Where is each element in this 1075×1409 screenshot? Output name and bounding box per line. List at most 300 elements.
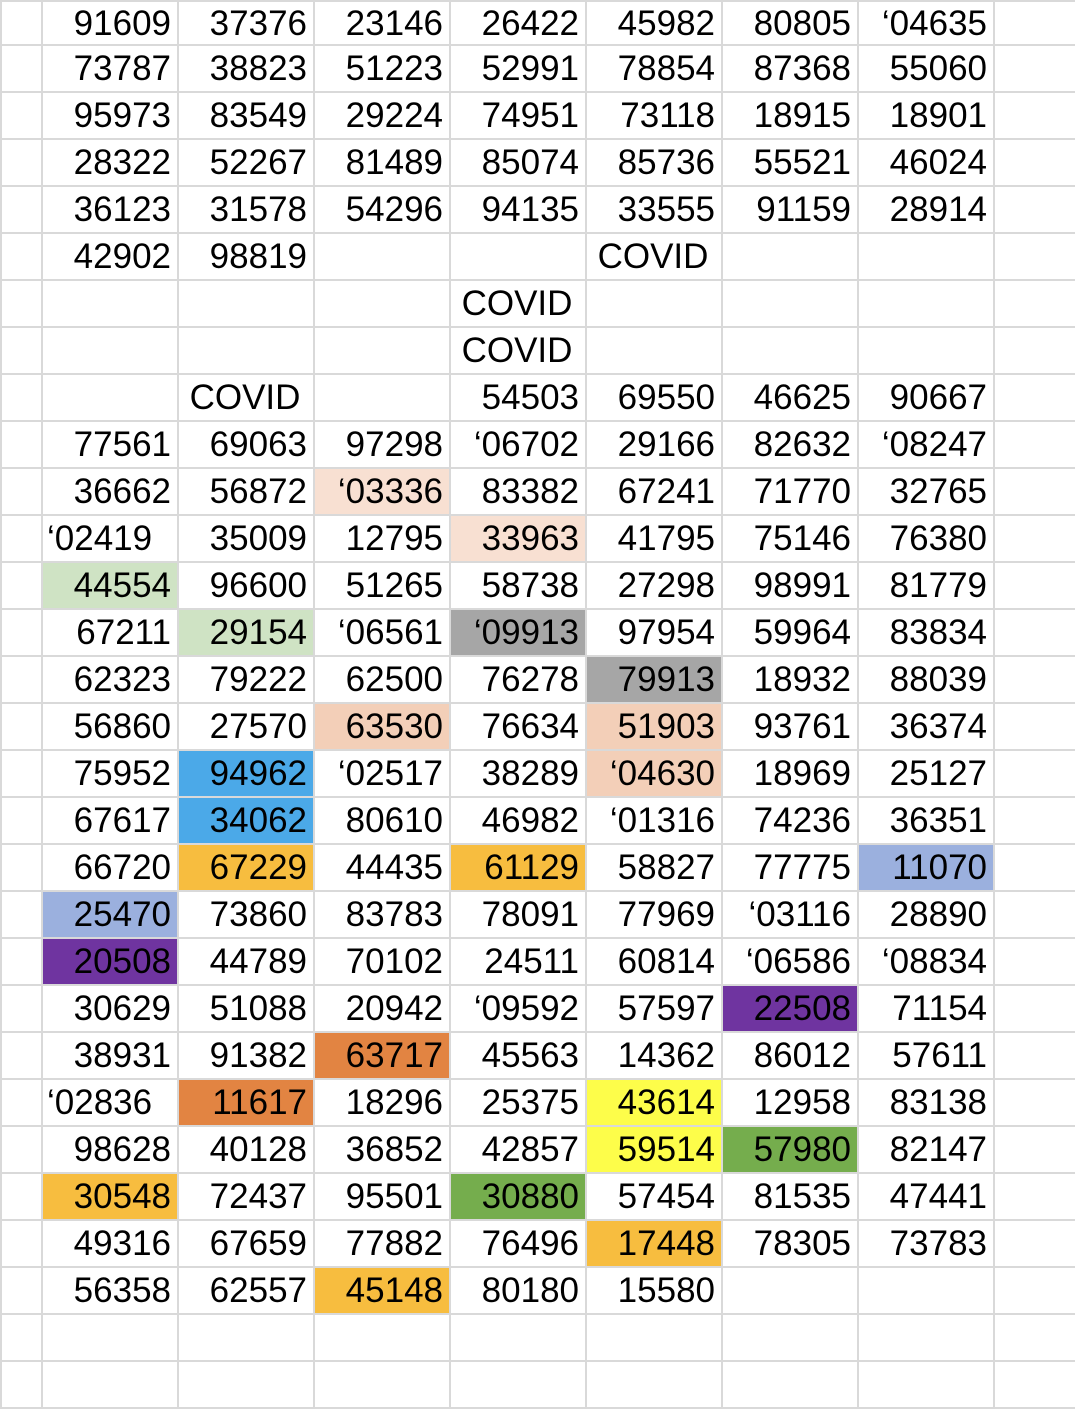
table-row	[1, 421, 1075, 468]
blank-leading-cell[interactable]	[1, 938, 42, 985]
blank-trailing-cell[interactable]	[994, 797, 1075, 844]
table-cell[interactable]: 76380	[858, 515, 994, 562]
blank-trailing-cell[interactable]	[994, 891, 1075, 938]
table-cell[interactable]: 22508	[722, 985, 858, 1032]
blank-trailing-cell[interactable]	[994, 421, 1075, 468]
table-cell[interactable]: 18296	[314, 1079, 450, 1126]
table-cell[interactable]: 85074	[450, 139, 586, 186]
table-row	[1, 1032, 1075, 1079]
table-cell[interactable]	[314, 280, 450, 327]
table-cell[interactable]: 32765	[858, 468, 994, 515]
table-cell[interactable]: 95973	[42, 92, 178, 139]
table-cell[interactable]: 20508	[42, 938, 178, 985]
table-cell[interactable]: 82147	[858, 1126, 994, 1173]
table-cell[interactable]: ‘09592	[450, 985, 586, 1032]
table-cell[interactable]: 57597	[586, 985, 722, 1032]
table-cell[interactable]: 36123	[42, 186, 178, 233]
table-cell[interactable]: 24511	[450, 938, 586, 985]
table-cell[interactable]: 93761	[722, 703, 858, 750]
table-cell[interactable]: 94962	[178, 750, 314, 797]
table-cell[interactable]: 28914	[858, 186, 994, 233]
table-cell[interactable]: 38931	[42, 1032, 178, 1079]
table-row	[1, 656, 1075, 703]
blank-trailing-cell[interactable]	[994, 703, 1075, 750]
table-cell[interactable]: 30629	[42, 985, 178, 1032]
table-cell[interactable]: 54503	[450, 374, 586, 421]
table-cell[interactable]: 47441	[858, 1173, 994, 1220]
table-row	[1, 985, 1075, 1032]
table-cell[interactable]: 69063	[178, 421, 314, 468]
table-cell[interactable]: 40128	[178, 1126, 314, 1173]
table-cell[interactable]: 77775	[722, 844, 858, 891]
table-cell[interactable]: 81489	[314, 139, 450, 186]
table-cell[interactable]: 49316	[42, 1220, 178, 1267]
table-cell[interactable]	[722, 1361, 858, 1408]
table-cell[interactable]: 83382	[450, 468, 586, 515]
table-cell[interactable]: 77561	[42, 421, 178, 468]
table-cell[interactable]: 78305	[722, 1220, 858, 1267]
table-cell[interactable]: 96600	[178, 562, 314, 609]
table-row	[1, 468, 1075, 515]
table-cell[interactable]: ‘03336	[314, 468, 450, 515]
table-cell[interactable]: ‘06586	[722, 938, 858, 985]
blank-leading-cell[interactable]	[1, 374, 42, 421]
table-cell[interactable]: 66720	[42, 844, 178, 891]
blank-trailing-cell[interactable]	[994, 985, 1075, 1032]
table-cell[interactable]: 30548	[42, 1173, 178, 1220]
table-cell[interactable]: 51088	[178, 985, 314, 1032]
table-cell[interactable]	[722, 233, 858, 280]
blank-leading-cell[interactable]	[1, 139, 42, 186]
table-cell[interactable]	[42, 374, 178, 421]
table-cell[interactable]: 18901	[858, 92, 994, 139]
table-cell[interactable]: 98628	[42, 1126, 178, 1173]
table-cell[interactable]: 62557	[178, 1267, 314, 1314]
table-cell[interactable]	[722, 1314, 858, 1361]
table-cell[interactable]: 67211	[42, 609, 178, 656]
table-row	[1, 233, 1075, 280]
table-cell[interactable]: 91609	[42, 1, 178, 45]
table-row	[1, 1220, 1075, 1267]
table-cell[interactable]: 82632	[722, 421, 858, 468]
table-cell[interactable]	[586, 327, 722, 374]
table-row	[1, 562, 1075, 609]
table-cell[interactable]: 98819	[178, 233, 314, 280]
table-cell[interactable]	[314, 327, 450, 374]
blank-trailing-cell[interactable]	[994, 280, 1075, 327]
table-cell[interactable]: 76634	[450, 703, 586, 750]
blank-leading-cell[interactable]	[1, 1173, 42, 1220]
table-cell[interactable]: 38289	[450, 750, 586, 797]
table-cell[interactable]	[314, 233, 450, 280]
table-cell[interactable]: 62500	[314, 656, 450, 703]
table-cell[interactable]: 74951	[450, 92, 586, 139]
blank-trailing-cell[interactable]	[994, 515, 1075, 562]
table-cell[interactable]: 97298	[314, 421, 450, 468]
blank-leading-cell[interactable]	[1, 844, 42, 891]
blank-trailing-cell[interactable]	[994, 186, 1075, 233]
table-cell[interactable]	[314, 1314, 450, 1361]
table-cell[interactable]: 44789	[178, 938, 314, 985]
table-cell[interactable]: 52267	[178, 139, 314, 186]
blank-trailing-cell[interactable]	[994, 750, 1075, 797]
blank-trailing-cell[interactable]	[994, 92, 1075, 139]
table-cell[interactable]: 51223	[314, 45, 450, 92]
blank-trailing-cell[interactable]	[994, 1267, 1075, 1314]
table-cell[interactable]	[722, 1267, 858, 1314]
table-cell[interactable]: 67659	[178, 1220, 314, 1267]
table-cell[interactable]: 57611	[858, 1032, 994, 1079]
table-cell[interactable]: 36351	[858, 797, 994, 844]
blank-leading-cell[interactable]	[1, 1126, 42, 1173]
blank-trailing-cell[interactable]	[994, 1173, 1075, 1220]
table-cell[interactable]	[314, 1361, 450, 1408]
blank-leading-cell[interactable]	[1, 1267, 42, 1314]
blank-trailing-cell[interactable]	[994, 562, 1075, 609]
blank-leading-cell[interactable]	[1, 45, 42, 92]
table-cell[interactable]: 73783	[858, 1220, 994, 1267]
table-cell[interactable]: 59964	[722, 609, 858, 656]
table-cell[interactable]	[858, 327, 994, 374]
table-cell[interactable]	[858, 280, 994, 327]
table-cell[interactable]: 42857	[450, 1126, 586, 1173]
blank-trailing-cell[interactable]	[994, 45, 1075, 92]
table-cell[interactable]: 45148	[314, 1267, 450, 1314]
table-row	[1, 1079, 1075, 1126]
table-cell[interactable]: 73118	[586, 92, 722, 139]
table-cell[interactable]: 56358	[42, 1267, 178, 1314]
table-row	[1, 1, 1075, 45]
table-cell[interactable]	[178, 327, 314, 374]
table-row	[1, 186, 1075, 233]
table-cell[interactable]: 17448	[586, 1220, 722, 1267]
table-cell[interactable]: 80610	[314, 797, 450, 844]
blank-leading-cell[interactable]	[1, 327, 42, 374]
table-cell[interactable]: ‘01316	[586, 797, 722, 844]
table-cell[interactable]: 52991	[450, 45, 586, 92]
table-cell[interactable]: 76278	[450, 656, 586, 703]
table-cell[interactable]	[586, 1314, 722, 1361]
table-cell[interactable]: ‘06702	[450, 421, 586, 468]
table-cell[interactable]: 25470	[42, 891, 178, 938]
blank-leading-cell[interactable]	[1, 92, 42, 139]
table-row	[1, 609, 1075, 656]
table-row	[1, 374, 1075, 421]
table-cell[interactable]: 27298	[586, 562, 722, 609]
table-cell[interactable]: 46625	[722, 374, 858, 421]
table-cell[interactable]: 11617	[178, 1079, 314, 1126]
table-cell[interactable]: 29154	[178, 609, 314, 656]
table-cell[interactable]: 25127	[858, 750, 994, 797]
blank-trailing-cell[interactable]	[994, 139, 1075, 186]
table-cell[interactable]: ‘06561	[314, 609, 450, 656]
table-cell[interactable]: 74236	[722, 797, 858, 844]
table-cell[interactable]	[178, 1314, 314, 1361]
table-cell[interactable]: 75146	[722, 515, 858, 562]
table-cell[interactable]: 95501	[314, 1173, 450, 1220]
table-row	[1, 891, 1075, 938]
table-cell[interactable]: 12795	[314, 515, 450, 562]
table-cell[interactable]: 18932	[722, 656, 858, 703]
table-cell[interactable]	[858, 1314, 994, 1361]
blank-trailing-cell[interactable]	[994, 1126, 1075, 1173]
table-cell[interactable]	[450, 1314, 586, 1361]
table-cell[interactable]: 11070	[858, 844, 994, 891]
table-cell[interactable]	[42, 1361, 178, 1408]
blank-trailing-cell[interactable]	[994, 1079, 1075, 1126]
table-cell[interactable]	[42, 327, 178, 374]
table-cell[interactable]	[42, 1314, 178, 1361]
table-cell[interactable]: 57454	[586, 1173, 722, 1220]
table-cell[interactable]: COVID	[178, 374, 314, 421]
blank-leading-cell[interactable]	[1, 1314, 42, 1361]
table-cell[interactable]: 18915	[722, 92, 858, 139]
table-cell[interactable]: 62323	[42, 656, 178, 703]
table-cell[interactable]: 36374	[858, 703, 994, 750]
table-cell[interactable]: 15580	[586, 1267, 722, 1314]
table-cell[interactable]: ‘08834	[858, 938, 994, 985]
blank-leading-cell[interactable]	[1, 562, 42, 609]
table-cell[interactable]: 60814	[586, 938, 722, 985]
table-cell[interactable]: 83834	[858, 609, 994, 656]
table-cell[interactable]: 33555	[586, 186, 722, 233]
table-cell[interactable]: 80805	[722, 1, 858, 45]
table-cell[interactable]	[450, 233, 586, 280]
table-cell[interactable]: 56860	[42, 703, 178, 750]
table-cell[interactable]	[586, 280, 722, 327]
sheet-body	[1, 1, 1075, 1408]
blank-leading-cell[interactable]	[1, 703, 42, 750]
table-cell[interactable]: 94135	[450, 186, 586, 233]
table-cell[interactable]: ‘08247	[858, 421, 994, 468]
table-cell[interactable]: 77882	[314, 1220, 450, 1267]
table-cell[interactable]	[858, 1361, 994, 1408]
blank-trailing-cell[interactable]	[994, 1032, 1075, 1079]
blank-leading-cell[interactable]	[1, 515, 42, 562]
table-row	[1, 45, 1075, 92]
table-cell[interactable]: 91159	[722, 186, 858, 233]
table-cell[interactable]	[178, 280, 314, 327]
table-row	[1, 1126, 1075, 1173]
blank-leading-cell[interactable]	[1, 985, 42, 1032]
table-cell[interactable]: 30880	[450, 1173, 586, 1220]
table-cell[interactable]: 79222	[178, 656, 314, 703]
table-cell[interactable]: COVID	[450, 327, 586, 374]
table-cell[interactable]: 85736	[586, 139, 722, 186]
table-cell[interactable]: 90667	[858, 374, 994, 421]
table-cell[interactable]: 25375	[450, 1079, 586, 1126]
table-cell[interactable]: 55060	[858, 45, 994, 92]
table-cell[interactable]: 58827	[586, 844, 722, 891]
table-cell[interactable]: 67229	[178, 844, 314, 891]
table-cell[interactable]: 38823	[178, 45, 314, 92]
table-cell[interactable]: COVID	[450, 280, 586, 327]
blank-leading-cell[interactable]	[1, 280, 42, 327]
table-cell[interactable]: 73860	[178, 891, 314, 938]
table-cell[interactable]	[42, 280, 178, 327]
table-cell[interactable]: ‘03116	[722, 891, 858, 938]
table-cell[interactable]: 26422	[450, 1, 586, 45]
table-cell[interactable]: 27570	[178, 703, 314, 750]
table-cell[interactable]: 76496	[450, 1220, 586, 1267]
table-cell[interactable]: ‘04635	[858, 1, 994, 45]
table-cell[interactable]: 91382	[178, 1032, 314, 1079]
table-cell[interactable]: 67617	[42, 797, 178, 844]
table-cell[interactable]: ‘09913	[450, 609, 586, 656]
table-cell[interactable]: ‘04630	[586, 750, 722, 797]
table-row	[1, 1314, 1075, 1361]
table-row	[1, 938, 1075, 985]
blank-trailing-cell[interactable]	[994, 844, 1075, 891]
table-cell[interactable]: 71770	[722, 468, 858, 515]
table-cell[interactable]: 46982	[450, 797, 586, 844]
table-cell[interactable]: 36852	[314, 1126, 450, 1173]
table-cell[interactable]: 12958	[722, 1079, 858, 1126]
blank-leading-cell[interactable]	[1, 233, 42, 280]
blank-leading-cell[interactable]	[1, 468, 42, 515]
table-cell[interactable]: 67241	[586, 468, 722, 515]
blank-leading-cell[interactable]	[1, 656, 42, 703]
table-cell[interactable]: 44435	[314, 844, 450, 891]
table-cell[interactable]: 63530	[314, 703, 450, 750]
table-cell[interactable]: 71154	[858, 985, 994, 1032]
table-row	[1, 1173, 1075, 1220]
table-row	[1, 797, 1075, 844]
table-cell[interactable]: 36662	[42, 468, 178, 515]
table-cell[interactable]: 70102	[314, 938, 450, 985]
table-cell[interactable]	[858, 233, 994, 280]
table-cell[interactable]: 83138	[858, 1079, 994, 1126]
table-cell[interactable]: 77969	[586, 891, 722, 938]
table-cell[interactable]: 83549	[178, 92, 314, 139]
table-cell[interactable]: 35009	[178, 515, 314, 562]
table-cell[interactable]: 98991	[722, 562, 858, 609]
table-cell[interactable]: 72437	[178, 1173, 314, 1220]
blank-leading-cell[interactable]	[1, 1220, 42, 1267]
table-cell[interactable]: 81535	[722, 1173, 858, 1220]
table-row	[1, 327, 1075, 374]
table-cell[interactable]: 41795	[586, 515, 722, 562]
table-cell[interactable]: ‘02419	[42, 515, 178, 562]
table-cell[interactable]: 88039	[858, 656, 994, 703]
table-cell[interactable]: 57980	[722, 1126, 858, 1173]
table-cell[interactable]: ‘02836	[42, 1079, 178, 1126]
table-row	[1, 1361, 1075, 1408]
table-cell[interactable]: 75952	[42, 750, 178, 797]
table-cell[interactable]: 97954	[586, 609, 722, 656]
blank-leading-cell[interactable]	[1, 186, 42, 233]
table-cell[interactable]: COVID	[586, 233, 722, 280]
table-cell[interactable]: 61129	[450, 844, 586, 891]
blank-leading-cell[interactable]	[1, 1, 42, 45]
table-cell[interactable]: 59514	[586, 1126, 722, 1173]
table-cell[interactable]: 86012	[722, 1032, 858, 1079]
table-cell[interactable]: 34062	[178, 797, 314, 844]
blank-trailing-cell[interactable]	[994, 468, 1075, 515]
table-cell[interactable]	[450, 1361, 586, 1408]
blank-trailing-cell[interactable]	[994, 938, 1075, 985]
blank-leading-cell[interactable]	[1, 609, 42, 656]
table-cell[interactable]: 78854	[586, 45, 722, 92]
blank-trailing-cell[interactable]	[994, 374, 1075, 421]
blank-trailing-cell[interactable]	[994, 1314, 1075, 1361]
table-cell[interactable]	[722, 327, 858, 374]
table-cell[interactable]	[586, 1361, 722, 1408]
blank-leading-cell[interactable]	[1, 421, 42, 468]
blank-trailing-cell[interactable]	[994, 233, 1075, 280]
table-row	[1, 750, 1075, 797]
table-cell[interactable]: 51903	[586, 703, 722, 750]
table-cell[interactable]: 33963	[450, 515, 586, 562]
table-cell[interactable]: 45982	[586, 1, 722, 45]
blank-leading-cell[interactable]	[1, 797, 42, 844]
table-row	[1, 515, 1075, 562]
table-cell[interactable]: 56872	[178, 468, 314, 515]
table-cell[interactable]: 29166	[586, 421, 722, 468]
table-row	[1, 1267, 1075, 1314]
table-cell[interactable]: 42902	[42, 233, 178, 280]
blank-trailing-cell[interactable]	[994, 1220, 1075, 1267]
blank-leading-cell[interactable]	[1, 750, 42, 797]
table-cell[interactable]: 18969	[722, 750, 858, 797]
blank-leading-cell[interactable]	[1, 1079, 42, 1126]
table-cell[interactable]: 46024	[858, 139, 994, 186]
table-cell[interactable]: 20942	[314, 985, 450, 1032]
table-cell[interactable]: 83783	[314, 891, 450, 938]
table-row	[1, 139, 1075, 186]
table-row	[1, 280, 1075, 327]
blank-leading-cell[interactable]	[1, 891, 42, 938]
table-cell[interactable]: 54296	[314, 186, 450, 233]
table-cell[interactable]: 28890	[858, 891, 994, 938]
table-row	[1, 92, 1075, 139]
table-cell[interactable]: 55521	[722, 139, 858, 186]
table-cell[interactable]: 58738	[450, 562, 586, 609]
table-cell[interactable]: 80180	[450, 1267, 586, 1314]
blank-trailing-cell[interactable]	[994, 656, 1075, 703]
table-cell[interactable]: 23146	[314, 1, 450, 45]
table-row	[1, 844, 1075, 891]
table-cell[interactable]: 37376	[178, 1, 314, 45]
table-cell[interactable]	[314, 374, 450, 421]
blank-leading-cell[interactable]	[1, 1361, 42, 1408]
table-cell[interactable]: ‘02517	[314, 750, 450, 797]
table-cell[interactable]: 79913	[586, 656, 722, 703]
blank-leading-cell[interactable]	[1, 1032, 42, 1079]
blank-trailing-cell[interactable]	[994, 1361, 1075, 1408]
blank-trailing-cell[interactable]	[994, 609, 1075, 656]
table-cell[interactable]: 45563	[450, 1032, 586, 1079]
table-cell[interactable]: 73787	[42, 45, 178, 92]
table-cell[interactable]: 14362	[586, 1032, 722, 1079]
table-cell[interactable]	[722, 280, 858, 327]
table-cell[interactable]: 28322	[42, 139, 178, 186]
table-cell[interactable]: 63717	[314, 1032, 450, 1079]
table-cell[interactable]: 44554	[42, 562, 178, 609]
blank-trailing-cell[interactable]	[994, 327, 1075, 374]
table-cell[interactable]	[178, 1361, 314, 1408]
table-cell[interactable]: 51265	[314, 562, 450, 609]
blank-trailing-cell[interactable]	[994, 1, 1075, 45]
table-cell[interactable]: 87368	[722, 45, 858, 92]
table-cell[interactable]: 69550	[586, 374, 722, 421]
table-cell[interactable]: 43614	[586, 1079, 722, 1126]
table-cell[interactable]: 31578	[178, 186, 314, 233]
table-cell[interactable]: 29224	[314, 92, 450, 139]
table-cell[interactable]: 81779	[858, 562, 994, 609]
table-cell[interactable]	[858, 1267, 994, 1314]
table-cell[interactable]: 78091	[450, 891, 586, 938]
